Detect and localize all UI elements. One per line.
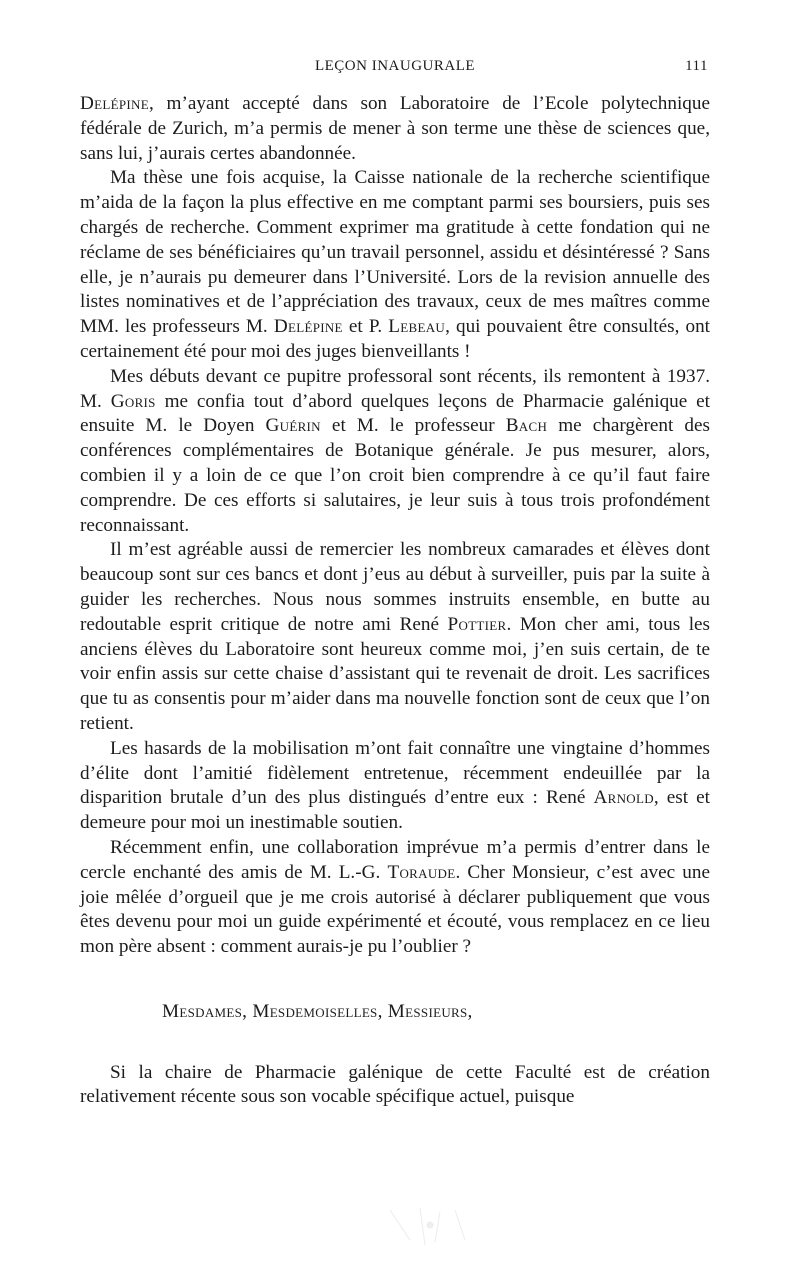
- p5-text-a: Les hasards de la mobilisation m’ont fait connaître une vingtaine d’hommes d’élite dont l’amitié fidèlement entretenue, récemment endeuillée par la disparition brutale d’un des plus distingués d’entre eux : René: [80, 737, 710, 809]
- name-toraude: Toraude: [387, 861, 456, 883]
- p3-text-b: me confia tout d’abord quelques leçons de Pharmacie galénique et ensuite M. le Doyen: [80, 390, 710, 437]
- name-arnold: Arnold: [593, 787, 654, 809]
- p6-text-b: . Cher Monsieur, c’est avec une joie mêlée d’orgueil que je me crois autorisé à déclarer publiquement que vous êtes devenu pour moi un guide expérimenté et écouté, vous remplacez en ce lieu mon père absent : comment aurais-je pu l’oublier ?: [80, 861, 710, 958]
- page-number: 111: [685, 58, 708, 74]
- p3-text-d: me chargèrent des conférences complémentaires de Botanique générale. Je pus mesurer, alors, combien il y a loin de ce que l’on croit bien comprendre à ce qu’il faut faire comprendre. De ces efforts si salutaires, je leur suis à tous trois profondément reconnaissant.: [80, 415, 710, 536]
- paragraph-3: [80, 365, 710, 539]
- p1-text: , m’ayant accepté dans son Laboratoire de l’Ecole polytechnique fédérale de Zurich, m’a permis de mener à son terme une thèse de sciences que, sans lui, j’aurais certes abandonnée.: [80, 93, 710, 164]
- running-title: LEÇON INAUGURALE: [314, 58, 476, 74]
- p7-text: Si la chaire de Pharmacie galénique de cette Faculté est de création relativement récente sous son vocable spécifique actuel, puisque: [80, 1061, 710, 1108]
- name-lebeau: Lebeau: [388, 316, 446, 338]
- p3-text-c: et M. le professeur: [320, 415, 506, 437]
- name-pottier: Pottier: [447, 613, 507, 635]
- paragraph-2: [80, 166, 710, 364]
- name-guerin: Guérin: [265, 415, 321, 437]
- paragraph-1: [80, 92, 710, 166]
- p3-text-a: Mes débuts devant ce pupitre professoral sont récents, ils remontent à 1937. M.: [80, 365, 710, 412]
- paragraph-6: [80, 836, 710, 960]
- p6-text-a: Récemment enfin, une collaboration imprévue m’a permis d’entrer dans le cercle enchanté des amis de M. L.-G.: [80, 836, 710, 883]
- faint-stamp-mark: [380, 1200, 480, 1250]
- p5-text-b: , est et demeure pour moi un inestimable soutien.: [80, 787, 711, 834]
- p2-text-b: et P.: [342, 316, 389, 338]
- p4-text-a: Il m’est agréable aussi de remercier les nombreux camarades et élèves dont beaucoup sont sur ces bancs et dont j’eus au début à surveiller, puis par la suite à guider les recherches. Nous nous sommes instruits ensemble, en butte au redoutable esprit critique de notre ami René: [80, 539, 710, 635]
- p2-text-c: , qui pouvaient être consultés, ont certainement été pour moi des juges bienveillants !: [80, 316, 710, 362]
- salutation: Mesdames, Mesdemoiselles, Messieurs,: [162, 1000, 473, 1022]
- name-delepine-2: Delépine: [273, 316, 343, 338]
- paragraph-7: [80, 1061, 710, 1111]
- paragraph-5: [80, 737, 710, 836]
- name-goris: Goris: [110, 390, 156, 412]
- paragraph-4: [80, 538, 710, 736]
- p4-text-b: . Mon cher ami, tous les anciens élèves du Laboratoire sont heureux comme moi, j’en suis certain, de te voir enfin assis sur cette chaise d’assistant qui te revenait de droit. Les sacrifices que tu as consentis pour m’aider dans ma nouvelle fonction sont de ceux que l’on retient.: [80, 613, 711, 734]
- name-delepine: Delépine: [80, 93, 149, 114]
- p2-text-a: Ma thèse une fois acquise, la Caisse nationale de la recherche scientifique m’aida de la façon la plus effective en me comptant parmi ses boursiers, puis ses chargés de recherche. Comment exprimer ma gratitude à cette fondation qui ne réclame de ses bénéficiaires qu’un travail personnel, assidu et désintéressé ? Sans elle, je n’aurais pu demeurer dans l’Université. Lors de la revision annuelle des listes nominatives et de l’appréciation des travaux, ceux de mes maîtres comme MM. les professeurs M.: [80, 167, 710, 338]
- name-bach: Bach: [505, 415, 548, 437]
- running-header: [80, 58, 710, 82]
- body-text: [80, 92, 710, 1110]
